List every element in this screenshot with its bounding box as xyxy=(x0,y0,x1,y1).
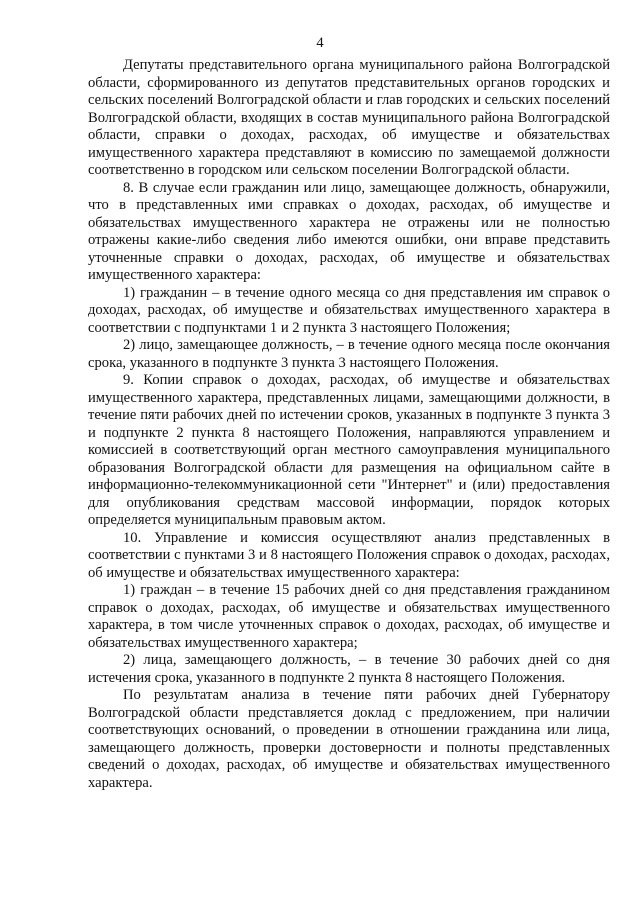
page-number: 4 xyxy=(316,35,324,51)
paragraph-clause-8-item-2: 2) лицо, замещающее должность, – в течение одного месяца после окончания срока, указанного в подпункте 3 пункта 3 настоящего Положения. xyxy=(88,337,610,371)
paragraph-clause-9: 9. Копии справок о доходах, расходах, об имуществе и обязательствах имущественного характера, представленных лицами, замещающими должности, в течение пяти рабочих дней по истечении сроков, указанных в подпункте 3 пункта 3 и подпункте 2 пункта 8 настоящего Положения, направляются управлением и комиссией в соответствующий орган местного самоуправления муниципального образования Волгоградской области для размещения на официальном сайте в информационно-телекоммуникационной сети "Интернет" и (или) предоставления для опубликования средствам массовой информации, порядок которых определяется муниципальным правовым актом. xyxy=(88,372,610,528)
paragraph-clause-8-item-1: 1) гражданин – в течение одного месяца со дня представления им справок о доходах, расходах, об имуществе и обязательствах имущественного характера в соответствии с подпунктами 1 и 2 пункта 3 настоящего Положения; xyxy=(88,284,610,336)
paragraph-clause-10-item-2: 2) лица, замещающего должность, – в течение 30 рабочих дней со дня истечения срока, указанного в подпункте 2 пункта 8 настоящего Положения. xyxy=(88,652,610,686)
paragraph-clause-10-item-1: 1) граждан – в течение 15 рабочих дней со дня представления гражданином справок о доходах, расходах, об имуществе и обязательствах имущественного характера, в том числе уточненных справок о доходах, расходах, об имуществе и обязательствах имущественного характера; xyxy=(88,582,610,651)
paragraph-clause-8: 8. В случае если гражданин или лицо, замещающее должность, обнаружили, что в представленных ими справках о доходах, расходах, об имуществе и обязательствах имущественного характера не отражены или не полностью отражены какие-либо сведения либо имеются ошибки, они вправе представить уточненные справки о доходах, расходах, об имуществе и обязательствах имущественного характера: xyxy=(88,179,610,283)
paragraph-analysis-results: По результатам анализа в течение пяти рабочих дней Губернатору Волгоградской области представляется доклад с предложением, при наличии соответствующих оснований, о проведении в отношении гражданина или лица, замещающего должность, проверки достоверности и полноты представленных сведений о доходах, расходах, об имуществе и обязательствах имущественного характера. xyxy=(88,687,610,791)
paragraph-deputies-reporting: Депутаты представительного органа муниципального района Волгоградской области, сформированного из депутатов представительных органов городских и сельских поселений Волгоградской области и глав городских и сельских поселений Волгоградской области, входящих в состав муниципального района Волгоградской области, справки о доходах, расходах, об имуществе и обязательствах имущественного характера представляют в комиссию по замещаемой должности соответственно в городском или сельском поселении Волгоградской области. xyxy=(88,57,610,178)
paragraph-clause-10: 10. Управление и комиссия осуществляют анализ представленных в соответствии с пунктами 3 и 8 настоящего Положения справок о доходах, расходах, об имуществе и обязательствах имущественного характера: xyxy=(88,529,610,581)
document-body xyxy=(88,57,610,792)
